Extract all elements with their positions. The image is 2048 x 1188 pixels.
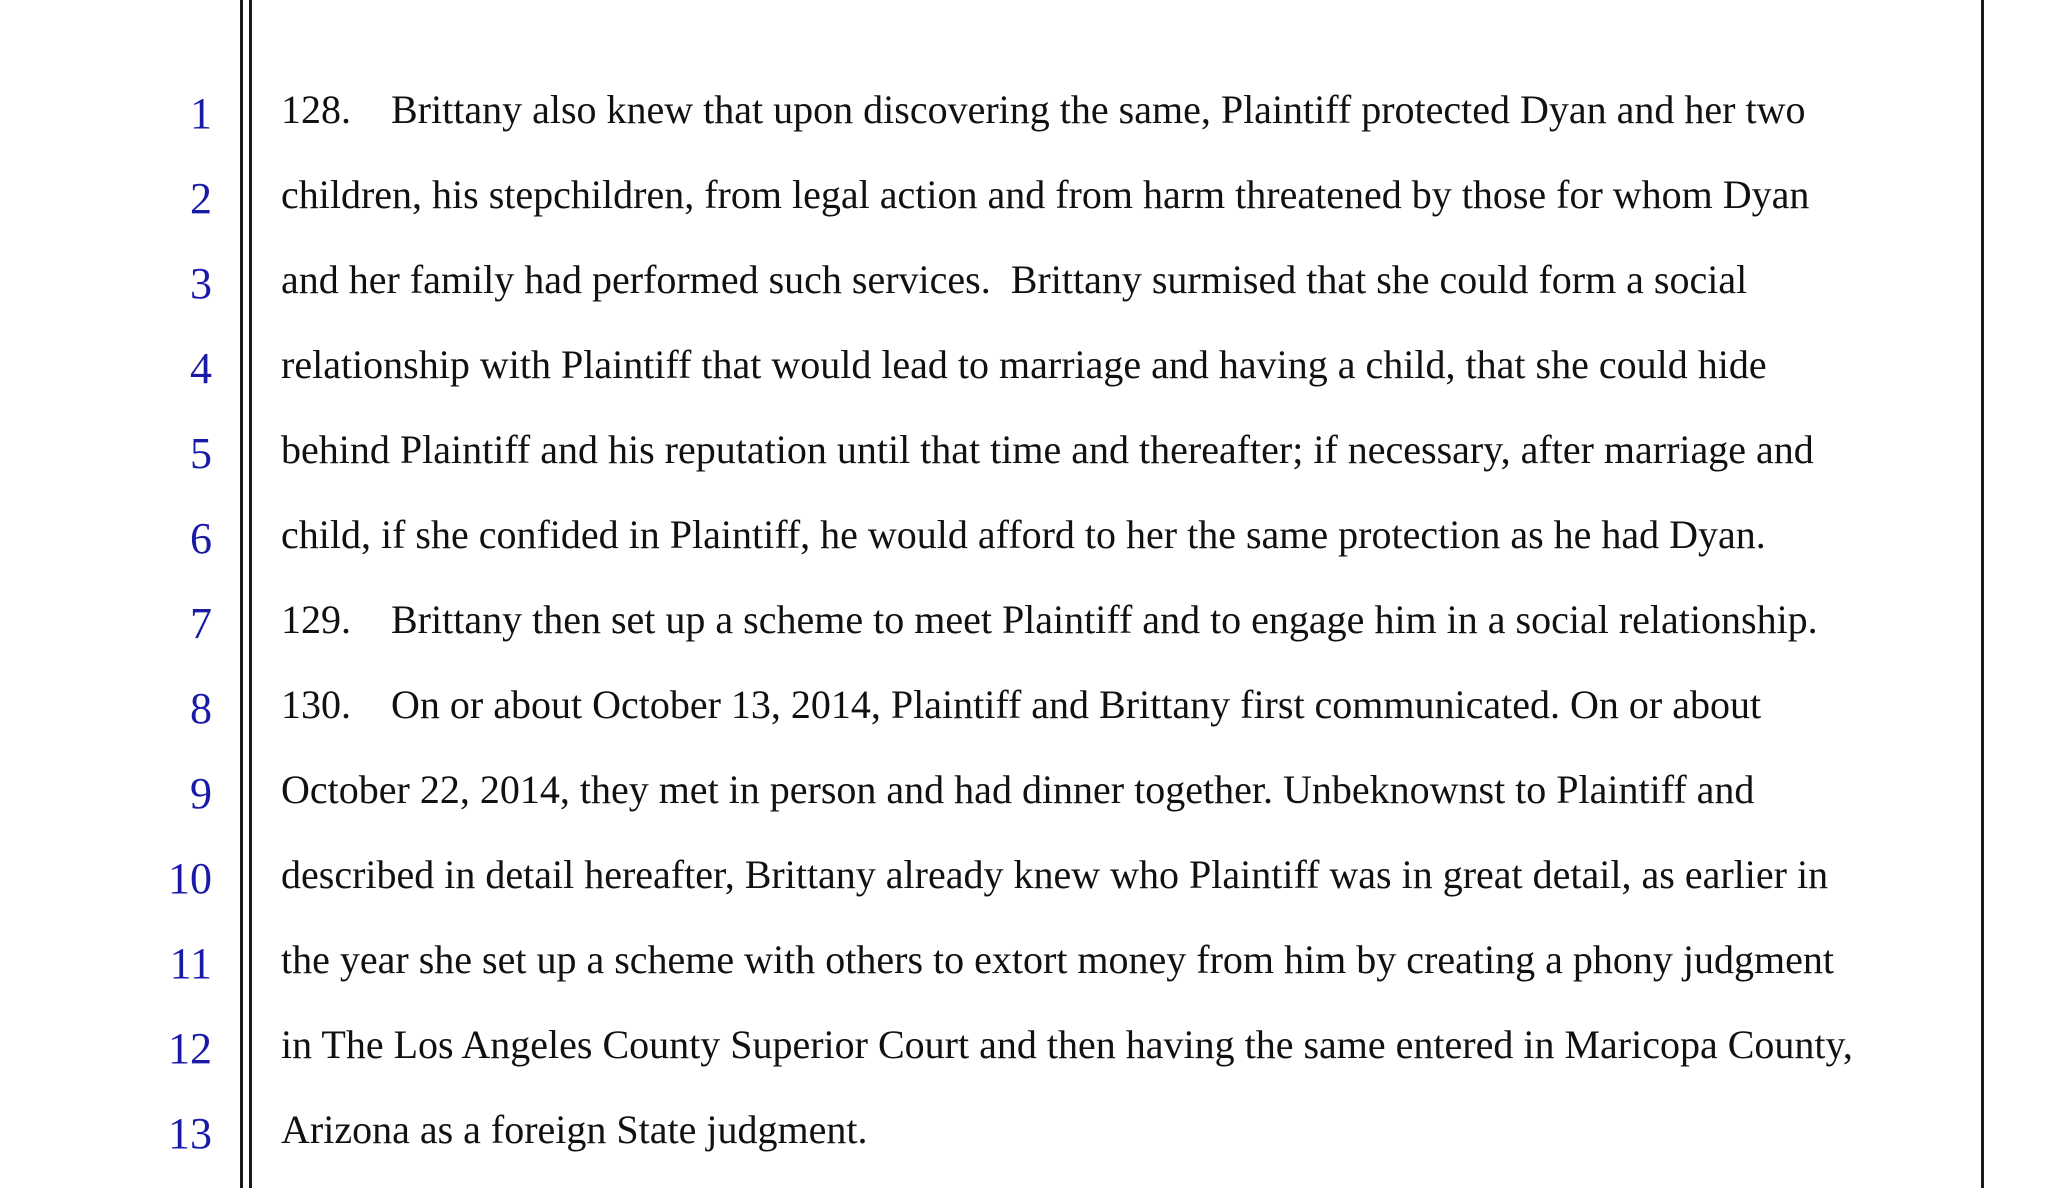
line-number: 9 [190,769,212,818]
body-text-line: October 22, 2014, they met in person and had dinner together. Unbeknownst to Plaintiff and [281,767,1755,812]
body-text-line: and her family had performed such services. Brittany surmised that she could form a social [281,257,1748,302]
line-number: 13 [168,1109,212,1158]
body-text-line: the year she set up a scheme with others to extort money from him by creating a phony judgment [281,937,1834,982]
body-text-line: child, if she confided in Plaintiff, he would afford to her the same protection as he had Dyan. [281,512,1766,557]
line-number: 4 [190,344,212,393]
body-text-line: children, his stepchildren, from legal action and from harm threatened by those for whom Dyan [281,172,1810,217]
body-text-line: 128. Brittany also knew that upon discovering the same, Plaintiff protected Dyan and her two [281,87,1806,132]
body-text-line: in The Los Angeles County Superior Court and then having the same entered in Maricopa County, [281,1022,1853,1067]
body-text-line: described in detail hereafter, Brittany already knew who Plaintiff was in great detail, as earlier in [281,852,1829,897]
left-margin-rule-outer [240,0,243,1188]
body-text-line: 130. On or about October 13, 2014, Plaintiff and Brittany first communicated. On or about [281,682,1762,727]
line-number: 1 [190,89,212,138]
body-text-line: Arizona as a foreign State judgment. [281,1107,868,1152]
body-text-line: behind Plaintiff and his reputation until that time and thereafter; if necessary, after marriage and [281,427,1814,472]
line-number: 10 [168,854,212,903]
line-number: 11 [169,939,212,988]
line-number: 7 [190,599,212,648]
line-number: 8 [190,684,212,733]
body-text-line: 129. Brittany then set up a scheme to meet Plaintiff and to engage him in a social relationship. [281,597,1818,642]
right-margin-rule [1981,0,1984,1188]
line-number: 12 [168,1024,212,1073]
body-text-line: relationship with Plaintiff that would lead to marriage and having a child, that she could hide [281,342,1767,387]
line-number: 2 [190,174,212,223]
line-number: 6 [190,514,212,563]
line-number: 3 [190,259,212,308]
left-margin-rule-inner [249,0,252,1188]
line-number: 5 [190,429,212,478]
